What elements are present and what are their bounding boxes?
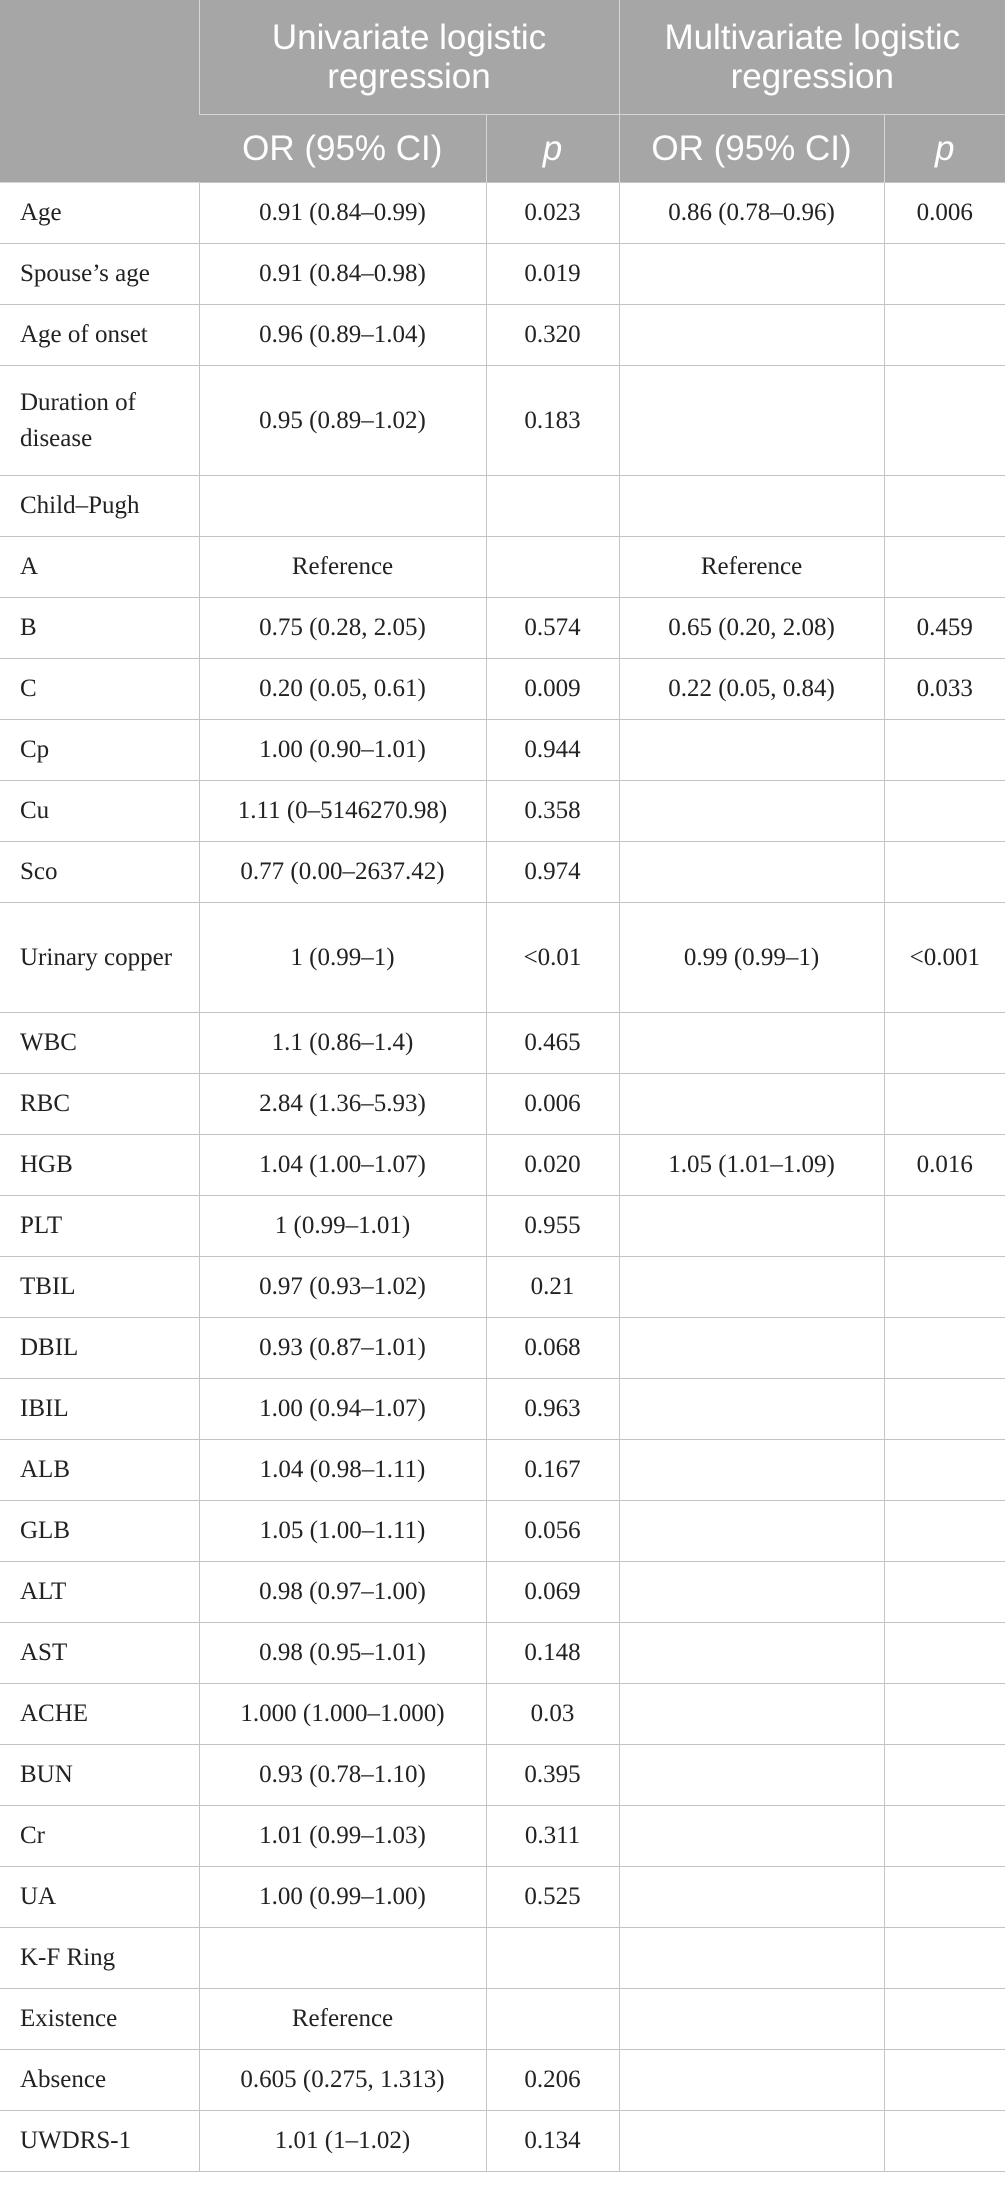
univariate-or-cell: 0.93 (0.87–1.01) <box>199 1318 486 1379</box>
univariate-or-cell: 0.96 (0.89–1.04) <box>199 305 486 366</box>
multivariate-p-cell <box>884 1013 1005 1074</box>
table-row <box>0 1013 1005 1074</box>
multivariate-or-cell <box>619 1196 884 1257</box>
univariate-or-cell: 1.11 (0–5146270.98) <box>199 781 486 842</box>
univariate-or-cell: 0.91 (0.84–0.99) <box>199 183 486 244</box>
univariate-p-cell: 0.320 <box>486 305 619 366</box>
multivariate-p-cell <box>884 781 1005 842</box>
multivariate-p-cell <box>884 2050 1005 2111</box>
univariate-or-cell: 0.95 (0.89–1.02) <box>199 366 486 476</box>
variable-cell: ALB <box>0 1440 199 1501</box>
multivariate-p-cell <box>884 1623 1005 1684</box>
multivariate-or-cell <box>619 781 884 842</box>
variable-cell: Existence <box>0 1989 199 2050</box>
univariate-p-cell: 0.465 <box>486 1013 619 1074</box>
univariate-header: Univariate logistic regression <box>199 0 619 115</box>
variable-cell: Cu <box>0 781 199 842</box>
variable-cell: WBC <box>0 1013 199 1074</box>
multivariate-p-cell <box>884 1989 1005 2050</box>
table-row <box>0 659 1005 720</box>
multivariate-p-cell <box>884 2111 1005 2172</box>
table-row <box>0 1562 1005 1623</box>
multivariate-p-cell: 0.006 <box>884 183 1005 244</box>
univariate-p-cell: 0.974 <box>486 842 619 903</box>
variable-cell: UWDRS-1 <box>0 2111 199 2172</box>
table-row <box>0 1440 1005 1501</box>
univariate-p-header: p <box>486 115 619 183</box>
variable-cell: BUN <box>0 1745 199 1806</box>
multivariate-p-cell <box>884 366 1005 476</box>
table-row <box>0 2050 1005 2111</box>
univariate-or-cell: 0.98 (0.95–1.01) <box>199 1623 486 1684</box>
variable-cell: PLT <box>0 1196 199 1257</box>
univariate-p-cell: 0.955 <box>486 1196 619 1257</box>
univariate-p-cell: 0.167 <box>486 1440 619 1501</box>
multivariate-p-header: p <box>884 115 1005 183</box>
univariate-p-cell: 0.068 <box>486 1318 619 1379</box>
variable-cell: K-F Ring <box>0 1928 199 1989</box>
univariate-or-cell: 1.1 (0.86–1.4) <box>199 1013 486 1074</box>
table-header <box>0 0 1005 183</box>
univariate-or-cell: 2.84 (1.36–5.93) <box>199 1074 486 1135</box>
multivariate-or-cell <box>619 2050 884 2111</box>
variable-cell: ACHE <box>0 1684 199 1745</box>
multivariate-or-cell <box>619 1623 884 1684</box>
multivariate-or-cell <box>619 1257 884 1318</box>
multivariate-or-cell <box>619 1745 884 1806</box>
variable-cell: HGB <box>0 1135 199 1196</box>
table-row <box>0 1257 1005 1318</box>
univariate-p-cell: 0.183 <box>486 366 619 476</box>
multivariate-or-cell <box>619 1318 884 1379</box>
multivariate-or-cell <box>619 1379 884 1440</box>
multivariate-or-cell <box>619 1074 884 1135</box>
variable-cell: Urinary copper <box>0 903 199 1013</box>
univariate-or-cell: 0.77 (0.00–2637.42) <box>199 842 486 903</box>
table-row <box>0 183 1005 244</box>
table-row <box>0 720 1005 781</box>
multivariate-or-cell <box>619 842 884 903</box>
variable-cell: IBIL <box>0 1379 199 1440</box>
variable-cell: Sco <box>0 842 199 903</box>
table-row <box>0 244 1005 305</box>
multivariate-p-cell <box>884 842 1005 903</box>
variable-cell: Child–Pugh <box>0 476 199 537</box>
variable-header-cell <box>0 0 199 183</box>
variable-cell: Age of onset <box>0 305 199 366</box>
multivariate-p-cell <box>884 537 1005 598</box>
univariate-p-cell: 0.206 <box>486 2050 619 2111</box>
multivariate-p-cell <box>884 1440 1005 1501</box>
univariate-p-cell: 0.006 <box>486 1074 619 1135</box>
univariate-or-cell: 0.75 (0.28, 2.05) <box>199 598 486 659</box>
table-row <box>0 305 1005 366</box>
multivariate-or-header: OR (95% CI) <box>619 115 884 183</box>
univariate-or-cell: 1.00 (0.90–1.01) <box>199 720 486 781</box>
univariate-p-cell: 0.134 <box>486 2111 619 2172</box>
multivariate-or-cell <box>619 305 884 366</box>
variable-cell: GLB <box>0 1501 199 1562</box>
multivariate-p-cell <box>884 305 1005 366</box>
multivariate-or-cell <box>619 720 884 781</box>
multivariate-p-cell <box>884 1684 1005 1745</box>
univariate-p-cell <box>486 537 619 598</box>
multivariate-or-cell <box>619 2111 884 2172</box>
univariate-or-cell <box>199 1928 486 1989</box>
univariate-p-cell: 0.963 <box>486 1379 619 1440</box>
variable-cell: Spouse’s age <box>0 244 199 305</box>
variable-cell: Absence <box>0 2050 199 2111</box>
table-row <box>0 2111 1005 2172</box>
univariate-or-cell: 1.00 (0.94–1.07) <box>199 1379 486 1440</box>
univariate-p-cell: 0.023 <box>486 183 619 244</box>
variable-cell: DBIL <box>0 1318 199 1379</box>
table-row <box>0 1196 1005 1257</box>
univariate-or-cell: 0.605 (0.275, 1.313) <box>199 2050 486 2111</box>
table-row <box>0 1074 1005 1135</box>
variable-cell: B <box>0 598 199 659</box>
multivariate-p-cell <box>884 720 1005 781</box>
univariate-p-cell <box>486 476 619 537</box>
table-row <box>0 1135 1005 1196</box>
univariate-or-cell: Reference <box>199 537 486 598</box>
univariate-or-cell: 1.01 (0.99–1.03) <box>199 1806 486 1867</box>
multivariate-p-cell <box>884 1379 1005 1440</box>
table-row <box>0 1623 1005 1684</box>
variable-cell: Age <box>0 183 199 244</box>
table-row <box>0 842 1005 903</box>
univariate-p-cell: 0.311 <box>486 1806 619 1867</box>
multivariate-p-cell: 0.459 <box>884 598 1005 659</box>
univariate-p-cell: 0.525 <box>486 1867 619 1928</box>
multivariate-or-cell: Reference <box>619 537 884 598</box>
multivariate-p-cell <box>884 1074 1005 1135</box>
univariate-p-cell <box>486 1928 619 1989</box>
univariate-or-cell: 1.00 (0.99–1.00) <box>199 1867 486 1928</box>
univariate-or-cell: 1.000 (1.000–1.000) <box>199 1684 486 1745</box>
univariate-or-cell: 1 (0.99–1.01) <box>199 1196 486 1257</box>
table-row <box>0 1928 1005 1989</box>
multivariate-or-cell <box>619 1989 884 2050</box>
univariate-p-cell <box>486 1989 619 2050</box>
univariate-p-cell: 0.21 <box>486 1257 619 1318</box>
univariate-p-cell: 0.148 <box>486 1623 619 1684</box>
univariate-or-cell: 0.98 (0.97–1.00) <box>199 1562 486 1623</box>
univariate-p-cell: <0.01 <box>486 903 619 1013</box>
multivariate-p-cell <box>884 1745 1005 1806</box>
univariate-p-cell: 0.056 <box>486 1501 619 1562</box>
multivariate-or-cell <box>619 476 884 537</box>
multivariate-header: Multivariate logistic regression <box>619 0 1005 115</box>
univariate-or-cell: 0.20 (0.05, 0.61) <box>199 659 486 720</box>
multivariate-p-cell: 0.033 <box>884 659 1005 720</box>
multivariate-or-cell <box>619 1928 884 1989</box>
table-row <box>0 781 1005 842</box>
multivariate-or-cell <box>619 1562 884 1623</box>
variable-cell: ALT <box>0 1562 199 1623</box>
multivariate-or-cell <box>619 1806 884 1867</box>
univariate-p-cell: 0.03 <box>486 1684 619 1745</box>
table-row <box>0 537 1005 598</box>
multivariate-p-cell <box>884 1318 1005 1379</box>
multivariate-p-cell: 0.016 <box>884 1135 1005 1196</box>
univariate-or-cell: 1.05 (1.00–1.11) <box>199 1501 486 1562</box>
multivariate-or-cell <box>619 1501 884 1562</box>
variable-cell: Cr <box>0 1806 199 1867</box>
multivariate-or-cell <box>619 244 884 305</box>
multivariate-p-cell <box>884 1867 1005 1928</box>
univariate-or-header: OR (95% CI) <box>199 115 486 183</box>
multivariate-or-cell: 0.22 (0.05, 0.84) <box>619 659 884 720</box>
univariate-p-cell: 0.020 <box>486 1135 619 1196</box>
univariate-p-cell: 0.009 <box>486 659 619 720</box>
table-row <box>0 1379 1005 1440</box>
table-row <box>0 1806 1005 1867</box>
univariate-p-cell: 0.574 <box>486 598 619 659</box>
multivariate-p-cell <box>884 1196 1005 1257</box>
variable-cell: UA <box>0 1867 199 1928</box>
multivariate-or-cell <box>619 1440 884 1501</box>
univariate-or-cell: Reference <box>199 1989 486 2050</box>
table-row <box>0 903 1005 1013</box>
table-row <box>0 1684 1005 1745</box>
multivariate-p-cell <box>884 1257 1005 1318</box>
table-row <box>0 366 1005 476</box>
multivariate-or-cell: 0.86 (0.78–0.96) <box>619 183 884 244</box>
multivariate-or-cell <box>619 366 884 476</box>
univariate-or-cell: 0.97 (0.93–1.02) <box>199 1257 486 1318</box>
univariate-or-cell: 0.91 (0.84–0.98) <box>199 244 486 305</box>
table-row <box>0 1318 1005 1379</box>
variable-cell: C <box>0 659 199 720</box>
variable-cell: TBIL <box>0 1257 199 1318</box>
table-row <box>0 1501 1005 1562</box>
univariate-or-cell: 1 (0.99–1) <box>199 903 486 1013</box>
table-row <box>0 1989 1005 2050</box>
table-row <box>0 476 1005 537</box>
table-row <box>0 1745 1005 1806</box>
multivariate-or-cell: 1.05 (1.01–1.09) <box>619 1135 884 1196</box>
variable-cell: AST <box>0 1623 199 1684</box>
multivariate-p-cell <box>884 244 1005 305</box>
univariate-or-cell: 1.04 (1.00–1.07) <box>199 1135 486 1196</box>
table-body <box>0 183 1005 2172</box>
table-row <box>0 1867 1005 1928</box>
univariate-or-cell: 0.93 (0.78–1.10) <box>199 1745 486 1806</box>
univariate-p-cell: 0.019 <box>486 244 619 305</box>
multivariate-or-cell <box>619 1867 884 1928</box>
multivariate-p-cell <box>884 476 1005 537</box>
variable-cell: A <box>0 537 199 598</box>
univariate-p-cell: 0.944 <box>486 720 619 781</box>
multivariate-p-cell <box>884 1501 1005 1562</box>
multivariate-p-cell <box>884 1806 1005 1867</box>
multivariate-p-cell <box>884 1928 1005 1989</box>
multivariate-or-cell: 0.65 (0.20, 2.08) <box>619 598 884 659</box>
multivariate-p-cell: <0.001 <box>884 903 1005 1013</box>
variable-cell: RBC <box>0 1074 199 1135</box>
variable-cell: Cp <box>0 720 199 781</box>
univariate-p-cell: 0.358 <box>486 781 619 842</box>
multivariate-or-cell <box>619 1013 884 1074</box>
univariate-or-cell: 1.04 (0.98–1.11) <box>199 1440 486 1501</box>
variable-cell: Duration of disease <box>0 366 199 476</box>
table-row <box>0 598 1005 659</box>
univariate-p-cell: 0.395 <box>486 1745 619 1806</box>
univariate-or-cell: 1.01 (1–1.02) <box>199 2111 486 2172</box>
multivariate-p-cell <box>884 1562 1005 1623</box>
multivariate-or-cell <box>619 1684 884 1745</box>
univariate-or-cell <box>199 476 486 537</box>
univariate-p-cell: 0.069 <box>486 1562 619 1623</box>
multivariate-or-cell: 0.99 (0.99–1) <box>619 903 884 1013</box>
